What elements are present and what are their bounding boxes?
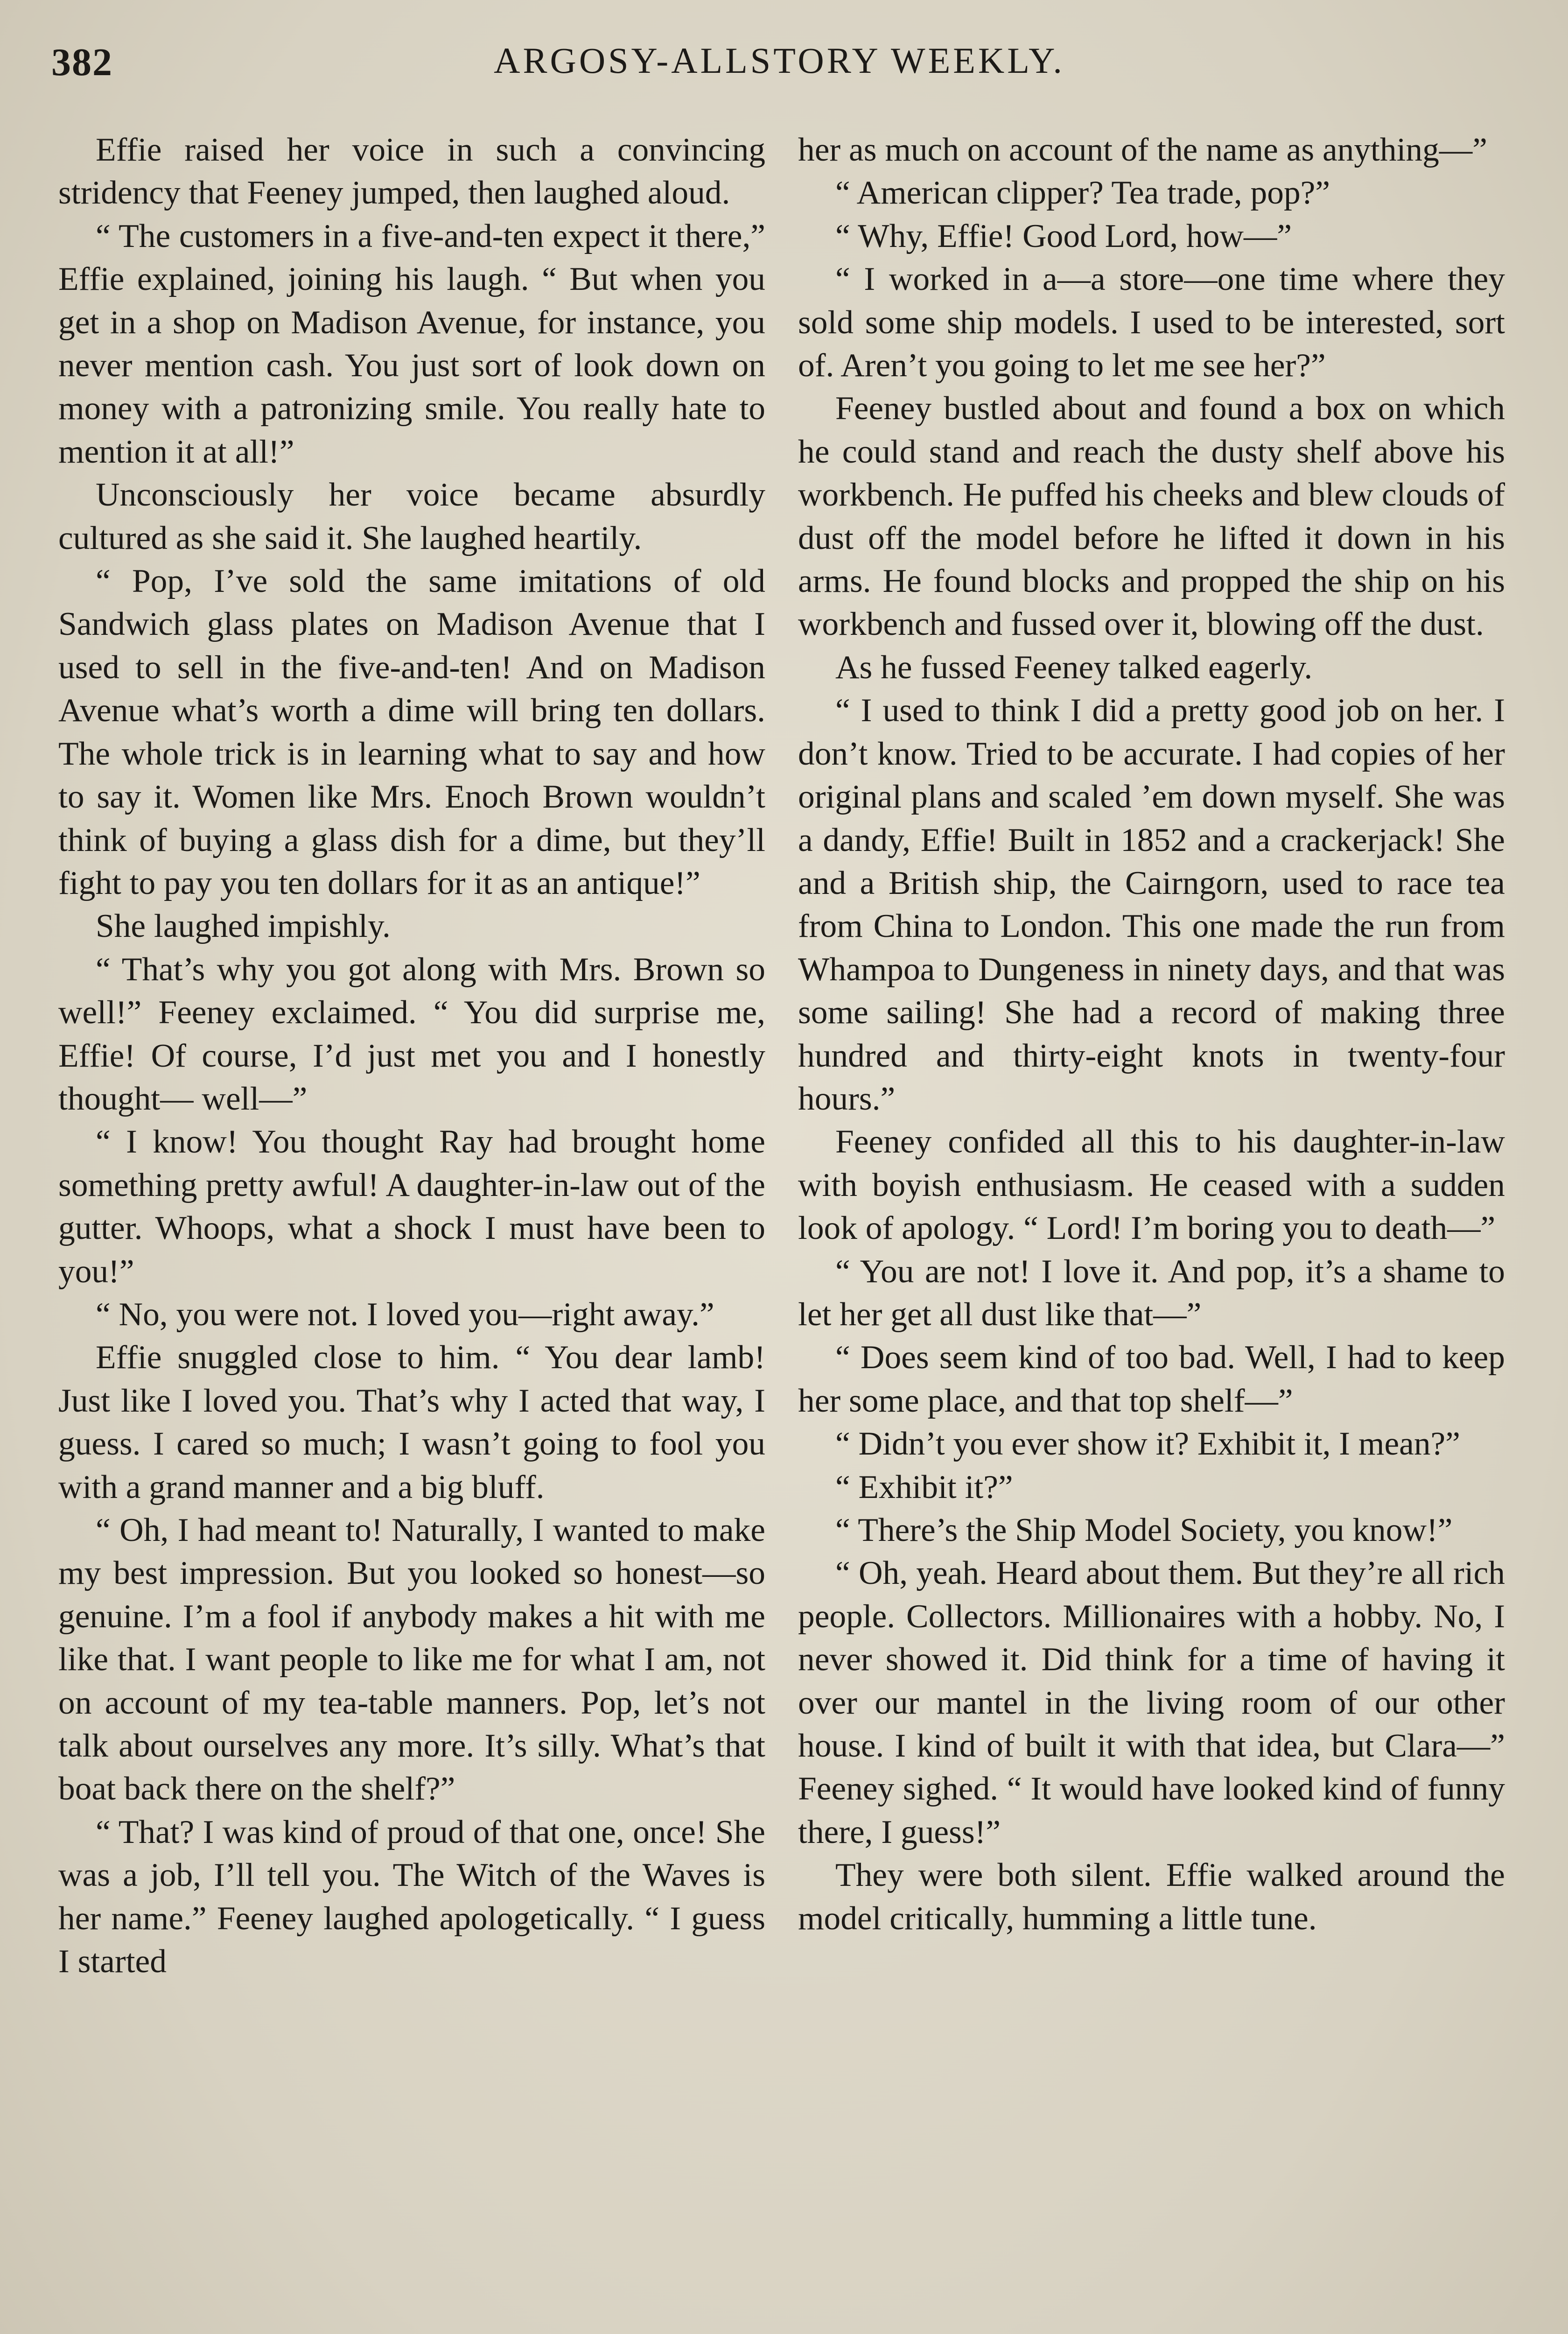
paragraph: Feeney bustled about and found a box on which he could stand and reach the dusty shelf above his workbench. He puffed his cheeks and blew clouds of dust off the model before he lifted it down in his arms. He found blocks and propped the ship on his workbench and fussed over it, blowing off the dust. xyxy=(798,390,1505,643)
paragraph: “ I worked in a—a store—one time where they sold some ship models. I used to be interested, sort of. Aren’t you going to let me see her?” xyxy=(798,260,1505,384)
paragraph: “ No, you were not. I loved you—right away.” xyxy=(96,1295,714,1333)
paragraph: “ American clipper? Tea trade, pop?” xyxy=(835,174,1330,211)
paragraph: They were both silent. Effie walked around the model critically, humming a little tune. xyxy=(798,1856,1505,1937)
paragraph: She laughed impishly. xyxy=(96,907,391,945)
paragraph: Unconsciously her voice became absurdly cultured as she said it. She laughed heartily. xyxy=(58,476,765,556)
paragraph: “ Pop, I’ve sold the same imitations of old Sandwich glass plates on Madison Avenue that I used to sell in the five-and-ten! And on Madison Avenue what’s worth a dime will bring ten dollars. The whole trick is in learning what to say and how to say it. Women like Mrs. Enoch Brown wouldn’t think of buying a glass dish for a dime, but they’ll fight to pay you ten dollars for it as an antique!” xyxy=(58,562,765,901)
right-column xyxy=(798,128,1505,1940)
page-number: 382 xyxy=(51,41,113,84)
paragraph: “ Does seem kind of too bad. Well, I had to keep her some place, and that top shelf—” xyxy=(798,1339,1505,1419)
paragraph: “ I used to think I did a pretty good job on her. I don’t know. Tried to be accurate. I had copies of her original plans and scaled ’em down myself. She was a dandy, Effie! Built in 1852 and a crackerjack! She and a British ship, the Cairngorn, used to race tea from China to London. This one made the run from Whampoa to Dungeness in ninety days, and that was some sailing! She had a record of making three hundred and thirty-eight knots in twenty-four hours.” xyxy=(798,692,1505,1117)
paragraph: “ Didn’t you ever show it? Exhibit it, I mean?” xyxy=(835,1425,1460,1462)
paragraph: “ Why, Effie! Good Lord, how—” xyxy=(835,217,1292,254)
paragraph: “ That’s why you got along with Mrs. Brown so well!” Feeney exclaimed. “ You did surprise me, Effie! Of course, I’d just met you and I honestly thought— well—” xyxy=(58,950,765,1117)
left-column xyxy=(58,128,765,1983)
paragraph: Effie raised her voice in such a convincing stridency that Feeney jumped, then laughed aloud. xyxy=(58,131,765,211)
paragraph: Feeney confided all this to his daughter-in-law with boyish enthusiasm. He ceased with a sudden look of apology. “ Lord! I’m boring you to death—” xyxy=(798,1123,1505,1247)
paragraph: “ Oh, yeah. Heard about them. But they’re all rich people. Collectors. Millionaires with a hobby. No, I never showed it. Did think for a time of having it over our mantel in the living room of our other house. I kind of built it with that idea, but Clara—” Feeney sighed. “ It would have looked kind of funny there, I guess!” xyxy=(798,1554,1505,1850)
paragraph: “ There’s the Ship Model Society, you know!” xyxy=(835,1511,1453,1548)
paragraph: “ The customers in a five-and-ten expect it there,” Effie explained, joining his laugh. “ But when you get in a shop on Madison Avenue, for instance, you never mention cash. You just sort of look down on money with a patronizing smile. You really hate to mention it at all!” xyxy=(58,217,765,470)
paragraph: “ Oh, I had meant to! Naturally, I wanted to make my best impression. But you looked so honest—so genuine. I’m a fool if anybody makes a hit with me like that. I want people to like me for what I am, not on account of my tea-table manners. Pop, let’s not talk about ourselves any more. It’s silly. What’s that boat back there on the shelf?” xyxy=(58,1511,765,1807)
page-header xyxy=(51,40,1507,91)
paragraph-continuation: her as much on account of the name as anything—” xyxy=(798,131,1487,168)
running-head: ARGOSY-ALLSTORY WEEKLY. xyxy=(494,40,1065,81)
paragraph: Effie snuggled close to him. “ You dear lamb! Just like I loved you. That’s why I acted that way, I guess. I cared so much; I wasn’t going to fool you with a grand manner and a big bluff. xyxy=(58,1339,765,1505)
paragraph: “ I know! You thought Ray had brought home something pretty awful! A daughter-in-law out of the gutter. Whoops, what a shock I must have been to you!” xyxy=(58,1123,765,1290)
paragraph: “ Exhibit it?” xyxy=(835,1468,1013,1505)
paragraph: “ You are not! I love it. And pop, it’s a shame to let her get all dust like that—” xyxy=(798,1252,1505,1333)
paragraph: “ That? I was kind of proud of that one, once! She was a job, I’ll tell you. The Witch of the Waves is her name.” Feeney laughed apologetically. “ I guess I started xyxy=(58,1813,765,1980)
paragraph: As he fussed Feeney talked eagerly. xyxy=(835,648,1313,686)
